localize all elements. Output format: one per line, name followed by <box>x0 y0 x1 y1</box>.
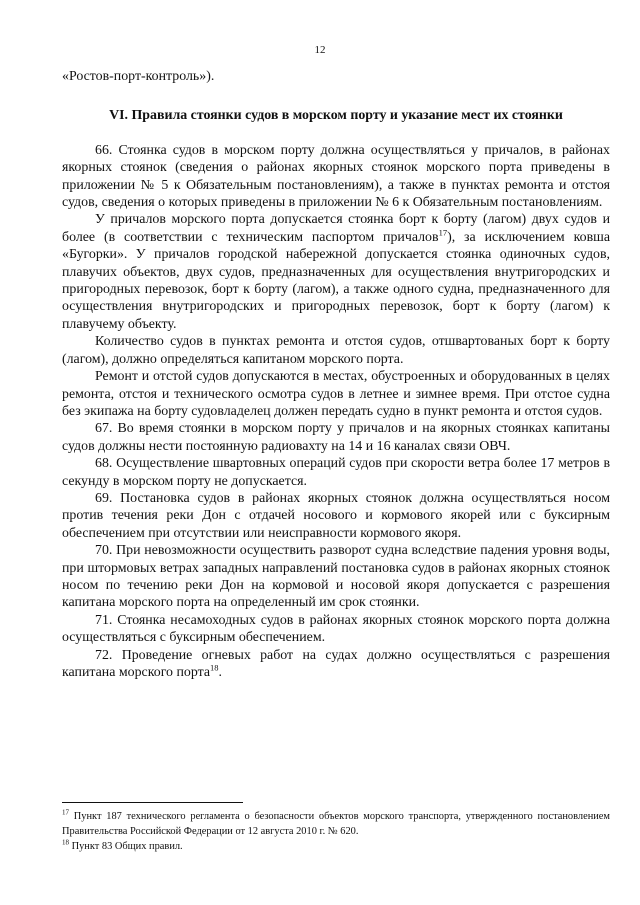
lead-line: «Ростов-порт-контроль»). <box>62 69 215 84</box>
footnote-divider <box>62 802 243 803</box>
paragraph-66: 66. Стоянка судов в морском порту должна осуществляться у причалов, в районах якорных стоянок (сведения о районах якорных стоянок морского порта приведены в приложении № 5 к Обязательным постановлениям), а также в пунктах ремонта и отстоя судов, сведения о которых приведены в приложении № 6 к Обязательным постановлениям. <box>62 142 610 211</box>
footnote-text: Пункт 187 технического регламента о безопасности объектов морского транспорта, утвержденного постановлением Правительства Российской Федерации от 12 августа 2010 г. № 620. <box>62 811 610 837</box>
paragraph-text: . <box>218 665 222 680</box>
footnote-mark: 18 <box>62 838 69 847</box>
paragraph-69: 69. Постановка судов в районах якорных стоянок должна осуществляться носом против течения реки Дон с отдачей носового и кормового якорей или с буксирным обеспечением при отсутствии или неисправности кормового якоря. <box>62 490 610 541</box>
footnotes <box>62 809 610 854</box>
paragraph-repair: Ремонт и отстой судов допускаются в местах, обустроенных и оборудованных в целях ремонта, отстоя и технического осмотра судов в летнее и зимнее время. При отстое судна без экипажа на борту судовладелец должен передать судно в пункт ремонта и отстоя судов. <box>62 369 610 419</box>
paragraph-68: 68. Осуществление швартовных операций судов при скорости ветра более 17 метров в секунду в морском порту не допускается. <box>62 456 610 489</box>
paragraph-67: 67. Во время стоянки в морском порту у причалов и на якорных стоянках капитаны судов должны нести постоянную радиовахту на 14 и 16 каналах связи ОВЧ. <box>62 421 610 454</box>
paragraph-vessel-count: Количество судов в пунктах ремонта и отстоя судов, отшвартованых борт к борту (лагом), должно определяться капитаном морского порта. <box>62 334 610 367</box>
paragraph-berthing <box>62 211 610 333</box>
footnote-mark: 17 <box>62 808 69 817</box>
paragraph-71: 71. Стоянка несамоходных судов в районах якорных стоянок морского порта должна осуществляться с буксирным обеспечением. <box>62 612 610 646</box>
document-body <box>62 68 610 681</box>
section-heading: VI. Правила стоянки судов в морском порту и указание мест их стоянки <box>109 108 563 124</box>
footnote-17 <box>62 809 610 839</box>
paragraph-72 <box>62 647 610 682</box>
paragraph-text: У причалов морского порта допускается стоянка борт к борту (лагом) двух судов и более (в соответствии с техническим паспортом причалов <box>62 212 610 245</box>
footnote-ref-17[interactable]: 17 <box>438 227 448 238</box>
footnote-text: Пункт 83 Общих правил. <box>69 841 183 852</box>
paragraph-text: ), за исключением ковша «Бугорки». У причалов городской набережной допускается стоянка одиночных судов, плавучих объектов, двух судов, предназначенных для осуществления внутригородских и пригородных перевозок, борт к борту (лагом), а также одного судна, предназначенного для осуществления внутригородских и пригородных перевозок, борт к борту (лагом) к плавучему объекту. <box>62 229 610 332</box>
footnote-ref-18[interactable]: 18 <box>210 662 219 673</box>
paragraph-70: 70. При невозможности осуществить разворот судна вследствие падения уровня воды, при штормовых ветрах западных направлений постановка судов в районах якорных стоянок носом по течению реки Дон на кормовой и носовой якоря допускается с разрешения капитана морского порта на определенный им срок стоянки. <box>62 543 610 611</box>
page-number: 12 <box>314 44 326 56</box>
footnote-18 <box>62 839 610 854</box>
paragraph-text: 72. Проведение огневых работ на судах должно осуществляться с разрешения капитана морского порта <box>62 647 610 680</box>
